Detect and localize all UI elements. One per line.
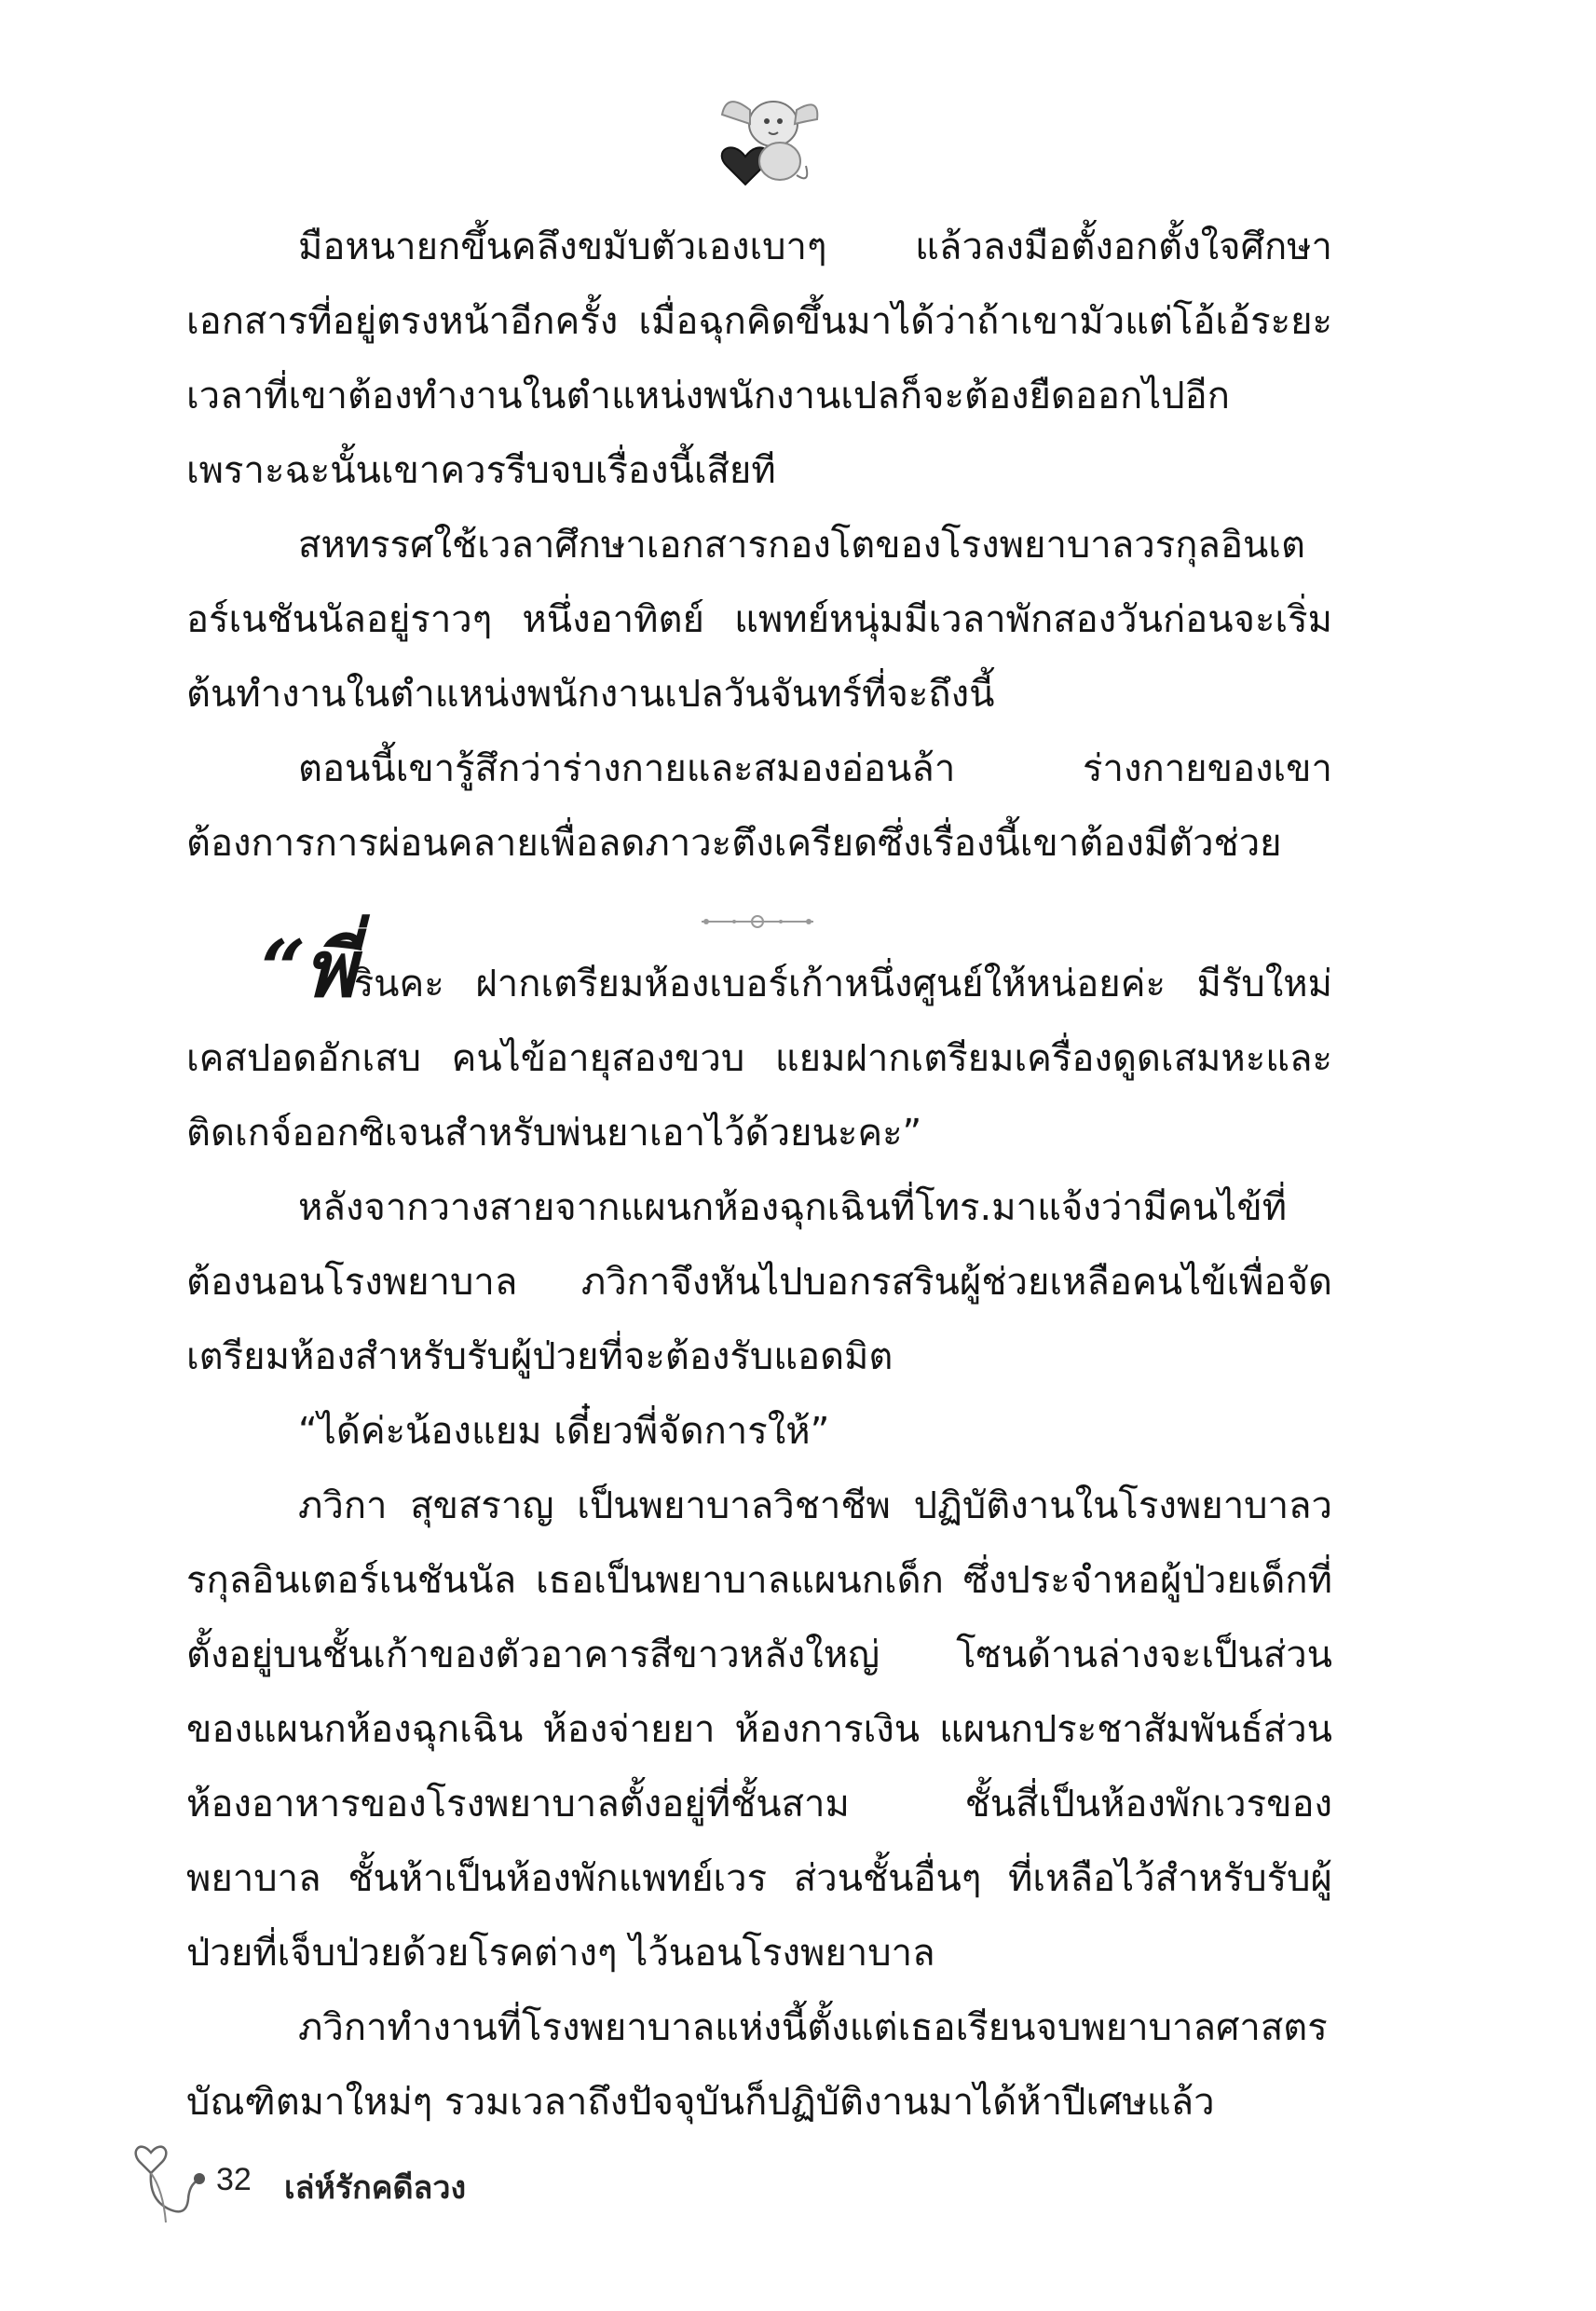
stethoscope-heart-icon [130, 2134, 210, 2227]
paragraph: หลังจากวางสายจากแผนกห้องฉุกเฉินที่โทร.มาแจ้งว่ามีคนไข้ที่ต้องนอนโรงพยาบาล ภวิกาจึงหันไปบอกรสรินผู้ช่วยเหลือคนไข้เพื่อจัดเตรียมห้องสำหรับรับผู้ป่วยที่จะต้องรับแอดมิต [186, 1186, 1332, 1378]
dropcap: “พี่ [261, 923, 354, 1015]
body-text-top [186, 210, 1332, 881]
quote-text: รินคะ ฝากเตรียมห้องเบอร์เก้าหนึ่งศูนย์ให้หน่อยค่ะ มีรับใหม่เคสปอดอักเสบ คนไข้อายุสองขวบ แยมฝากเตรียมเครื่องดูดเสมหะและติดเกจ์ออกซิเจนสำหรับพ่นยาเอาไว้ด้วยนะคะ” [186, 963, 1332, 1155]
book-title: เล่ห์รักคดีลวง [284, 2169, 467, 2207]
paragraph: “ได้ค่ะน้องแยม เดี๋ยวพี่จัดการให้” [298, 1410, 830, 1453]
page-footer [130, 2134, 689, 2236]
paragraph: มือหนายกขึ้นคลึงขมับตัวเองเบาๆ แล้วลงมือตั้งอกตั้งใจศึกษาเอกสารที่อยู่ตรงหน้าอีกครั้ง เมื่อฉุกคิดขึ้นมาได้ว่าถ้าเขามัวแต่โอ้เอ้ระยะเวลาที่เขาต้องทำงานในตำแหน่งพนักงานเปลก็จะต้องยืดออกไปอีก เพราะฉะนั้นเขาควรรีบจบเรื่องนี้เสียที [186, 226, 1332, 492]
paragraph: ภวิกาทำงานที่โรงพยาบาลแห่งนี้ตั้งแต่เธอเรียนจบพยาบาลศาสตรบัณฑิตมาใหม่ๆ รวมเวลาถึงปัจจุบันก็ปฏิบัติงานมาได้ห้าปีเศษแล้ว [186, 2006, 1328, 2124]
cupid-heart-icon [694, 73, 825, 194]
paragraph: ภวิกา สุขสราญ เป็นพยาบาลวิชาชีพ ปฏิบัติงานในโรงพยาบาลวรกุลอินเตอร์เนชันนัล เธอเป็นพยาบาลแผนกเด็ก ซึ่งประจำหอผู้ป่วยเด็กที่ตั้งอยู่บนชั้นเก้าของตัวอาคารสีขาวหลังใหญ่ โซนด้านล่างจะเป็นส่วนของแผนกห้องฉุกเฉิน ห้องจ่ายยา ห้องการเงิน แผนกประชาสัมพันธ์ส่วนห้องอาหารของโรงพยาบาลตั้งอยู่ที่ชั้นสาม ชั้นสี่เป็นห้องพักเวรของพยาบาล ชั้นห้าเป็นห้องพักแพทย์เวร ส่วนชั้นอื่นๆ ที่เหลือไว้สำหรับรับผู้ป่วยที่เจ็บป่วยด้วยโรคต่างๆ ไว้นอนโรงพยาบาล [186, 1484, 1332, 1975]
paragraph: ตอนนี้เขารู้สึกว่าร่างกายและสมองอ่อนล้า ร่างกายของเขาต้องการการผ่อนคลายเพื่อลดภาวะตึงเครียดซึ่งเรื่องนี้เขาต้องมีตัวช่วย [186, 747, 1332, 865]
ornament-divider-icon [697, 909, 818, 935]
quote-paragraph [186, 923, 1332, 1170]
page-number: 32 [216, 2162, 252, 2197]
paragraph: สหทรรศใช้เวลาศึกษาเอกสารกองโตของโรงพยาบาลวรกุลอินเตอร์เนชันนัลอยู่ราวๆ หนึ่งอาทิตย์ แพทย์หนุ่มมีเวลาพักสองวันก่อนจะเริ่มต้นทำงานในตำแหน่งพนักงานเปลวันจันทร์ที่จะถึงนี้ [186, 524, 1332, 716]
body-text-bottom [186, 923, 1332, 2140]
